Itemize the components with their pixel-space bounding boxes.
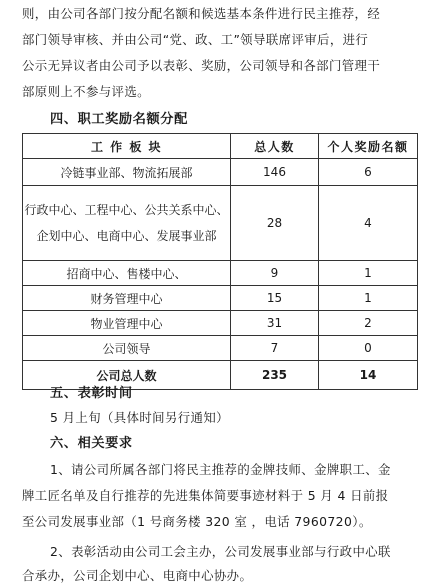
total-cell: 9 (231, 261, 319, 286)
total-cell: 28 (231, 186, 319, 261)
section-6-item-1-line-1: 1、请公司所属各部门将民主推荐的金牌技师、金牌职工、金 (50, 462, 391, 477)
quota-cell: 1 (319, 286, 418, 311)
quota-cell: 2 (319, 311, 418, 336)
dept-line: 行政中心、工程中心、公共关系中心、 (24, 203, 229, 217)
table-row (23, 311, 418, 336)
dept-cell: 公司领导 (23, 336, 231, 361)
quota-table (22, 133, 418, 390)
intro-line-4: 部原则上不参与评选。 (22, 84, 150, 99)
intro-line-2: 部门领导审核、并由公司“党、政、工”领导联席评审后，进行 (22, 32, 369, 47)
summary-quota: 14 (319, 361, 418, 390)
summary-total: 235 (231, 361, 319, 390)
table-header-row (23, 134, 418, 159)
total-cell: 15 (231, 286, 319, 311)
header-department: 工 作 板 块 (23, 134, 231, 159)
dept-cell: 财务管理中心 (23, 286, 231, 311)
section-6-heading: 六、相关要求 (50, 436, 133, 451)
quota-cell: 4 (319, 186, 418, 261)
table-row (23, 159, 418, 186)
section-5-heading: 五、表彰时间 (50, 386, 133, 401)
table-row (23, 286, 418, 311)
table-row (23, 186, 418, 261)
header-total: 总人数 (231, 134, 319, 159)
total-cell: 146 (231, 159, 319, 186)
dept-line: 企划中心、电商中心、发展事业部 (36, 229, 217, 243)
section-4-heading: 四、职工奖励名额分配 (50, 112, 188, 127)
table-row (23, 336, 418, 361)
section-6-item-2-line-1: 2、表彰活动由公司工会主办，公司发展事业部与行政中心联 (50, 544, 391, 559)
quota-cell: 6 (319, 159, 418, 186)
header-quota: 个人奖励名额 (319, 134, 418, 159)
section-6-item-1-line-3: 至公司发展事业部（1 号商务楼 320 室 ，电话 7960720）。 (22, 514, 372, 529)
table-row (23, 261, 418, 286)
total-cell: 31 (231, 311, 319, 336)
intro-line-3: 公示无异议者由公司予以表彰、奖励，公司领导和各部门管理干 (22, 58, 381, 73)
summary-label: 公司总人数 (23, 361, 231, 390)
dept-cell (23, 186, 231, 261)
dept-cell: 招商中心、售楼中心、 (23, 261, 231, 286)
intro-line-1: 则，由公司各部门按分配名额和候选基本条件进行民主推荐，经 (22, 6, 381, 21)
section-5-text: 5 月上旬（具体时间另行通知） (50, 410, 229, 425)
quota-cell: 1 (319, 261, 418, 286)
dept-cell: 物业管理中心 (23, 311, 231, 336)
dept-cell: 冷链事业部、物流拓展部 (23, 159, 231, 186)
section-6-item-2-line-2: 合承办，公司企划中心、电商中心协办。 (22, 568, 253, 583)
quota-cell: 0 (319, 336, 418, 361)
section-6-item-1-line-2: 牌工匠名单及自行推荐的先进集体简要事迹材料于 5 月 4 日前报 (22, 488, 389, 503)
total-cell: 7 (231, 336, 319, 361)
